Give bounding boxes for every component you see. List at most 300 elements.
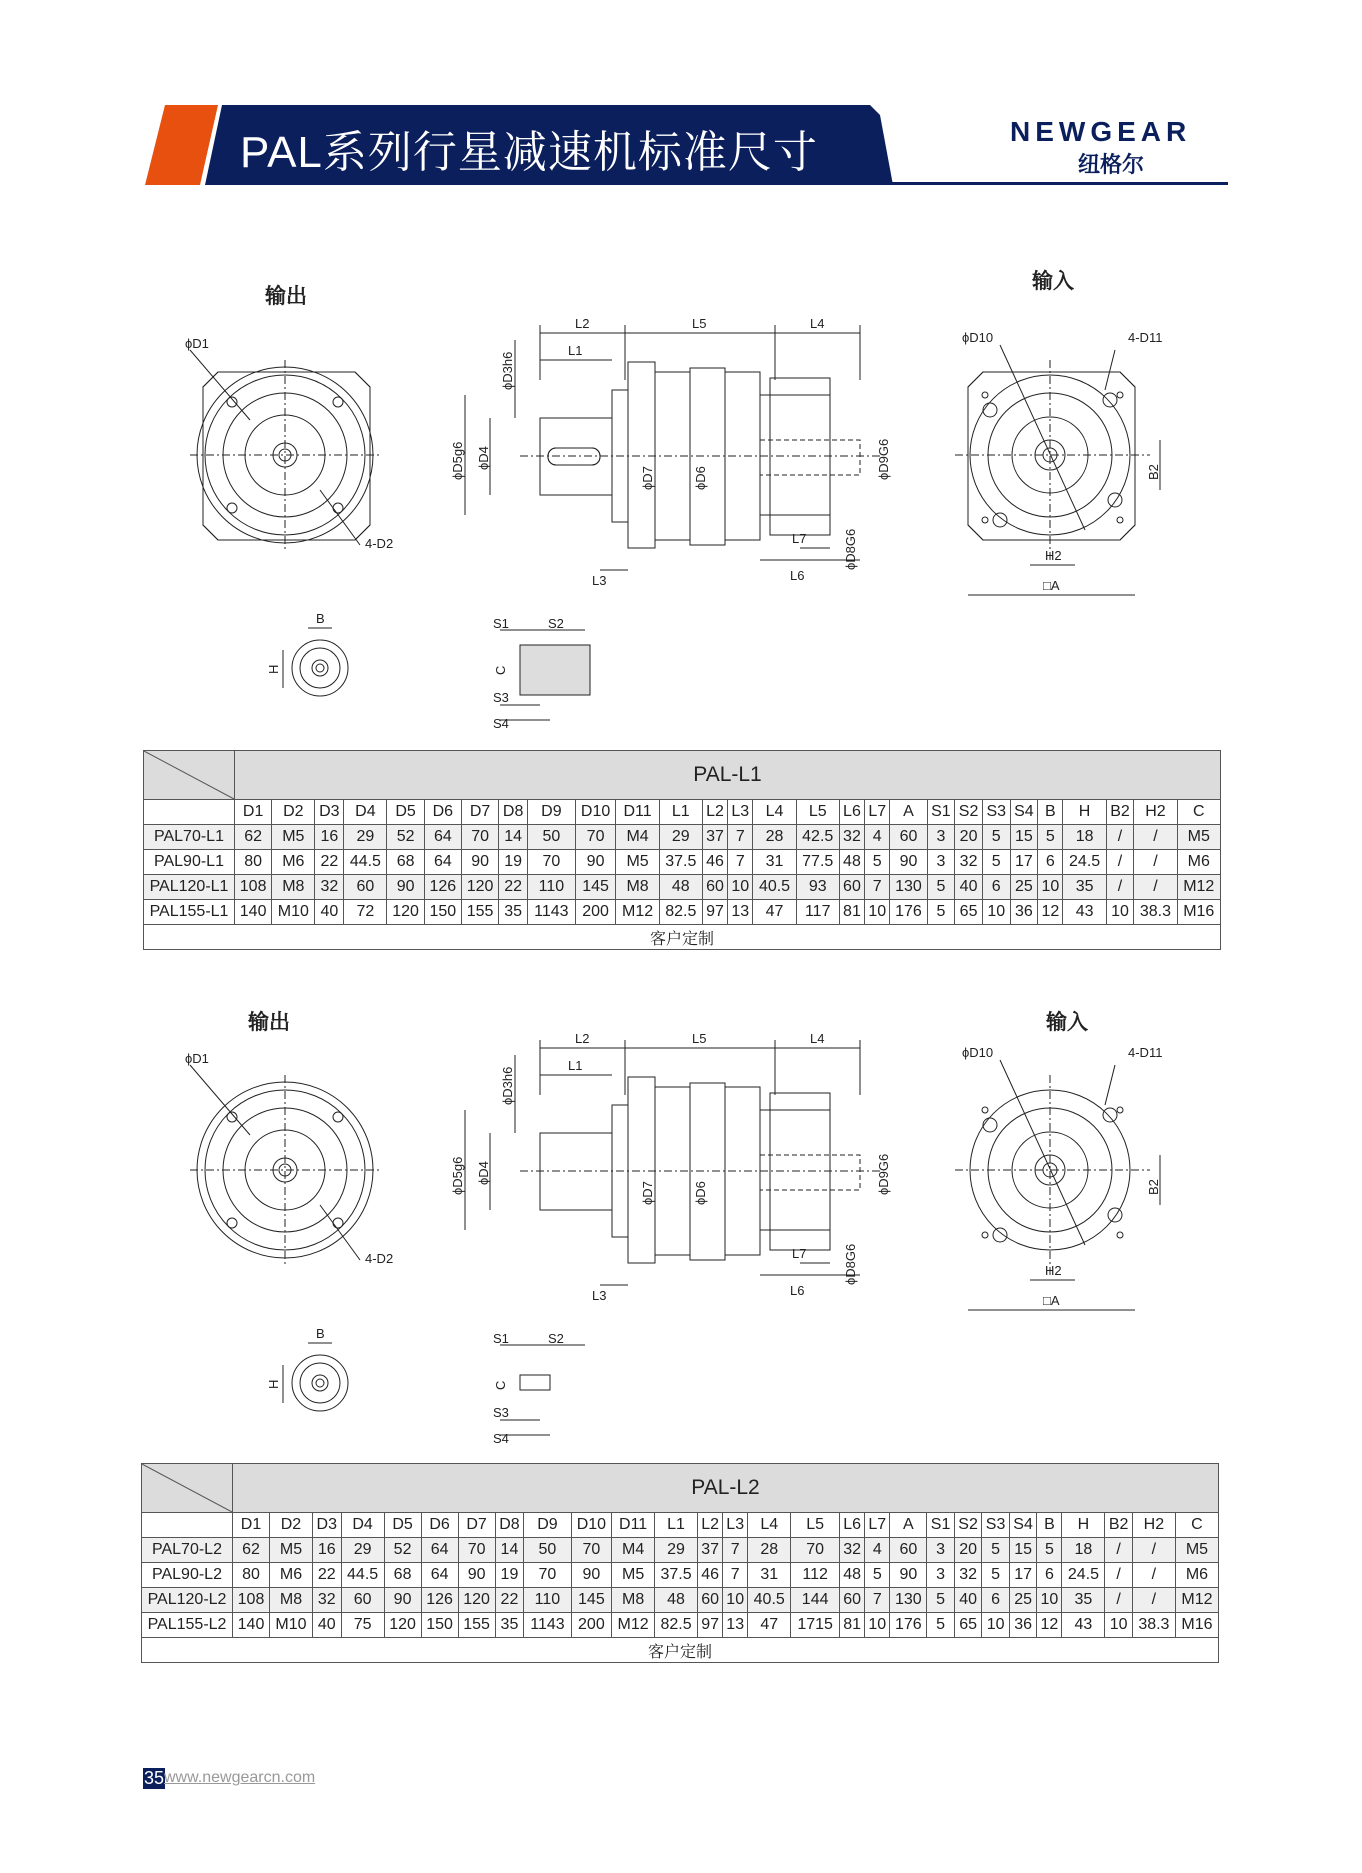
table-cell: 60 xyxy=(839,875,864,900)
table-cell: 7 xyxy=(728,825,753,850)
dim-label-b: B xyxy=(316,1326,325,1341)
table-cell: 14 xyxy=(495,1538,524,1563)
table-cell: 29 xyxy=(344,825,387,850)
brand-logo-text: NEWGEAR xyxy=(1010,116,1192,147)
table-cell: 126 xyxy=(421,1588,458,1613)
table-row xyxy=(142,1563,1219,1588)
table-cell: 97 xyxy=(698,1613,723,1638)
table-cell: 42.5 xyxy=(796,825,839,850)
table-cell: 40 xyxy=(312,1613,341,1638)
dim-label-s1: S1 xyxy=(493,616,509,631)
column-header: L4 xyxy=(748,1513,791,1538)
table-cell: 65 xyxy=(955,900,983,925)
table-cell: 37 xyxy=(698,1538,723,1563)
table-cell: / xyxy=(1132,1563,1175,1588)
table-cell: M4 xyxy=(612,1538,655,1563)
table-cell: 44.5 xyxy=(341,1563,384,1588)
table-cell: 35 xyxy=(499,900,528,925)
table-cell: 47 xyxy=(753,900,796,925)
table-cell: 37 xyxy=(702,825,727,850)
table-cell: 25 xyxy=(1009,1588,1037,1613)
table-cell: 112 xyxy=(791,1563,840,1588)
table-cell: 108 xyxy=(235,875,272,900)
table-cell: 90 xyxy=(575,850,616,875)
table-cell: / xyxy=(1134,825,1177,850)
table-cell: 32 xyxy=(954,1563,982,1588)
table-cell: 5 xyxy=(982,825,1010,850)
column-header: D10 xyxy=(571,1513,612,1538)
table-cell: 37.5 xyxy=(659,850,702,875)
table-cell: 50 xyxy=(528,825,576,850)
table-cell: 48 xyxy=(655,1588,698,1613)
column-header-row xyxy=(142,1513,1219,1538)
table-cell: 48 xyxy=(840,1563,865,1588)
table-cell: 22 xyxy=(499,875,528,900)
spec-table-pal-l1 xyxy=(143,750,1221,950)
dim-label-l1: L1 xyxy=(568,343,583,358)
dim-label-d11: 4-D11 xyxy=(1128,1045,1163,1060)
table-cell: 145 xyxy=(575,875,616,900)
dim-label-l2: L2 xyxy=(575,1031,590,1046)
table-cell: 50 xyxy=(524,1538,571,1563)
table-cell: 10 xyxy=(865,1613,890,1638)
table-cell: 46 xyxy=(702,850,727,875)
column-header-row xyxy=(144,800,1221,825)
table-cell: 117 xyxy=(796,900,839,925)
table-cell: 81 xyxy=(839,900,864,925)
page-title: PAL系列行星减速机标准尺寸 xyxy=(240,128,818,177)
dim-label-d6: ϕD6 xyxy=(693,1181,708,1205)
dim-label-l2: L2 xyxy=(575,316,590,331)
table-cell: M4 xyxy=(616,825,659,850)
table-cell: 70 xyxy=(571,1538,612,1563)
table-cell: 60 xyxy=(698,1588,723,1613)
table-cell: / xyxy=(1106,850,1134,875)
table-cell: 82.5 xyxy=(659,900,702,925)
table-cell: 3 xyxy=(927,850,955,875)
column-header: S3 xyxy=(982,1513,1010,1538)
table-cell: 1143 xyxy=(524,1613,571,1638)
table-cell: 10 xyxy=(1037,1588,1062,1613)
table-cell: / xyxy=(1132,1588,1175,1613)
dim-label-d8: ϕD8G6 xyxy=(843,1243,858,1285)
column-header: C xyxy=(1175,1513,1218,1538)
dim-label-l4: L4 xyxy=(810,1031,825,1046)
dim-label-d9: ϕD9G6 xyxy=(876,1153,891,1195)
table-cell: 4 xyxy=(865,1538,890,1563)
table-cell: 7 xyxy=(723,1563,748,1588)
table-cell: 70 xyxy=(461,825,498,850)
table-cell: 7 xyxy=(865,875,890,900)
table-cell: / xyxy=(1105,1538,1133,1563)
table-cell: 32 xyxy=(955,850,983,875)
dim-label-d8: ϕD8G6 xyxy=(843,528,858,570)
table-cell: 5 xyxy=(927,875,955,900)
table-cell: 12 xyxy=(1037,1613,1062,1638)
table-cell: 126 xyxy=(424,875,461,900)
table-cell: 64 xyxy=(424,825,461,850)
column-header: D2 xyxy=(270,1513,313,1538)
table-cell: 32 xyxy=(315,875,344,900)
table-cell: 7 xyxy=(723,1538,748,1563)
table-cell: 176 xyxy=(890,900,927,925)
table-cell: M5 xyxy=(1177,825,1220,850)
column-header: S2 xyxy=(954,1513,982,1538)
table-cell: 64 xyxy=(421,1538,458,1563)
table-cell: 150 xyxy=(424,900,461,925)
table-cell: M5 xyxy=(616,850,659,875)
table-cell: M10 xyxy=(272,900,315,925)
dim-label-b: B xyxy=(316,611,325,626)
dim-label-c: C xyxy=(493,1380,508,1390)
table-cell: / xyxy=(1105,1588,1133,1613)
table-cell: 10 xyxy=(1038,875,1063,900)
table-cell: 130 xyxy=(890,1588,927,1613)
table-cell: 38.3 xyxy=(1132,1613,1175,1638)
column-header: L6 xyxy=(839,800,864,825)
table-cell: 14 xyxy=(499,825,528,850)
table-cell: 10 xyxy=(1105,1613,1133,1638)
table-cell: 90 xyxy=(461,850,498,875)
dim-label-l7: L7 xyxy=(792,531,807,546)
table-cell: 48 xyxy=(839,850,864,875)
column-header: L7 xyxy=(865,1513,890,1538)
column-header: D6 xyxy=(424,800,461,825)
column-header: D8 xyxy=(499,800,528,825)
table-cell: 150 xyxy=(421,1613,458,1638)
table-cell: 1715 xyxy=(791,1613,840,1638)
table-cell: 10 xyxy=(728,875,753,900)
dim-label-b2: B2 xyxy=(1146,1179,1161,1195)
table-cell: 35 xyxy=(1062,1588,1105,1613)
table-title: PAL-L1 xyxy=(235,751,1221,800)
dim-label-l4: L4 xyxy=(810,316,825,331)
dim-label-d11: 4-D11 xyxy=(1128,330,1163,345)
dim-label-d6: ϕD6 xyxy=(693,466,708,490)
column-header: L1 xyxy=(659,800,702,825)
table-cell: 15 xyxy=(1009,1538,1037,1563)
dim-label-d7: ϕD7 xyxy=(640,466,655,490)
table-cell: 6 xyxy=(982,875,1010,900)
table-cell: 35 xyxy=(1063,875,1106,900)
column-header: D10 xyxy=(575,800,616,825)
table-cell: 81 xyxy=(840,1613,865,1638)
table-cell: / xyxy=(1106,825,1134,850)
dim-label-d9: ϕD9G6 xyxy=(876,438,891,480)
column-header: D11 xyxy=(616,800,659,825)
column-header: D1 xyxy=(233,1513,270,1538)
table-cell: 12 xyxy=(1038,900,1063,925)
column-header: A xyxy=(890,800,927,825)
dim-label-b2: B2 xyxy=(1146,464,1161,480)
table-cell: 16 xyxy=(312,1538,341,1563)
column-header: L3 xyxy=(723,1513,748,1538)
table-cell: 10 xyxy=(723,1588,748,1613)
column-header: D7 xyxy=(458,1513,495,1538)
column-header: L2 xyxy=(702,800,727,825)
table-cell: 10 xyxy=(1106,900,1134,925)
dim-label-d1: ϕD1 xyxy=(185,336,209,351)
table-cell: M8 xyxy=(612,1588,655,1613)
table-cell: 64 xyxy=(421,1563,458,1588)
table-cell: PAL120-L1 xyxy=(144,875,235,900)
column-header: L1 xyxy=(655,1513,698,1538)
table-cell: 3 xyxy=(927,1563,955,1588)
table-cell: 120 xyxy=(384,1613,421,1638)
website-link[interactable]: www.newgearcn.com xyxy=(164,1769,316,1786)
column-header: B2 xyxy=(1106,800,1134,825)
table-cell: 22 xyxy=(315,850,344,875)
page-number: 35 xyxy=(144,1768,165,1788)
table-cell: 18 xyxy=(1062,1538,1105,1563)
dim-label-h: H xyxy=(266,664,281,674)
table-cell: 17 xyxy=(1010,850,1038,875)
table-cell: M16 xyxy=(1177,900,1220,925)
table-cell: M10 xyxy=(270,1613,313,1638)
table-cell: 28 xyxy=(753,825,796,850)
table-cell: 5 xyxy=(982,1563,1010,1588)
table-cell: 90 xyxy=(890,850,927,875)
input-label-2: 输入 xyxy=(1046,1011,1088,1034)
dim-label-l7: L7 xyxy=(792,1246,807,1261)
table-cell: 120 xyxy=(461,875,498,900)
column-header: L7 xyxy=(865,800,890,825)
table-cell: 29 xyxy=(659,825,702,850)
dim-label-d2: 4-D2 xyxy=(365,1251,394,1266)
table-cell: 93 xyxy=(796,875,839,900)
table-row xyxy=(142,1613,1219,1638)
column-header: S3 xyxy=(982,800,1010,825)
dim-label-d10: ϕD10 xyxy=(962,1045,994,1060)
table-cell: PAL155-L1 xyxy=(144,900,235,925)
table-cell: 200 xyxy=(571,1613,612,1638)
dim-label-l5: L5 xyxy=(692,316,707,331)
table-cell: 31 xyxy=(753,850,796,875)
table-cell: 46 xyxy=(698,1563,723,1588)
table-cell: 60 xyxy=(840,1588,865,1613)
table-cell: 40.5 xyxy=(748,1588,791,1613)
table-cell: 32 xyxy=(840,1538,865,1563)
table-cell: 18 xyxy=(1063,825,1106,850)
table-cell: 36 xyxy=(1009,1613,1037,1638)
table-cell: 90 xyxy=(387,875,424,900)
column-header: D9 xyxy=(528,800,576,825)
dim-label-l6: L6 xyxy=(790,568,805,583)
table-cell: 52 xyxy=(387,825,424,850)
column-header: D3 xyxy=(315,800,344,825)
table-cell: 29 xyxy=(341,1538,384,1563)
table-cell: 40 xyxy=(315,900,344,925)
table-cell: M8 xyxy=(270,1588,313,1613)
table-cell: 200 xyxy=(575,900,616,925)
table-cell: M8 xyxy=(616,875,659,900)
table-cell: 48 xyxy=(659,875,702,900)
table-cell: 70 xyxy=(524,1563,571,1588)
column-header: L2 xyxy=(698,1513,723,1538)
corner-cell xyxy=(142,1464,233,1513)
table-cell: 32 xyxy=(839,825,864,850)
table-cell: 77.5 xyxy=(796,850,839,875)
column-header: D4 xyxy=(344,800,387,825)
table-title: PAL-L2 xyxy=(233,1464,1219,1513)
table-cell: 52 xyxy=(384,1538,421,1563)
table-row xyxy=(144,850,1221,875)
table-cell: 64 xyxy=(424,850,461,875)
column-header: D5 xyxy=(387,800,424,825)
key-shaft-end-view xyxy=(266,611,348,696)
table-cell: 5 xyxy=(927,1613,955,1638)
table-cell: 44.5 xyxy=(344,850,387,875)
table-cell: 5 xyxy=(1037,1538,1062,1563)
table-cell: 155 xyxy=(461,900,498,925)
dim-label-s3: S3 xyxy=(493,690,509,705)
table-cell: 24.5 xyxy=(1062,1563,1105,1588)
table-cell: 68 xyxy=(384,1563,421,1588)
table-cell: PAL90-L2 xyxy=(142,1563,233,1588)
dim-label-l3: L3 xyxy=(592,1288,607,1303)
brand-logo-chinese: 纽格尔 xyxy=(1078,152,1145,177)
column-header: C xyxy=(1177,800,1220,825)
dim-label-d4: ϕD4 xyxy=(476,446,491,470)
output-label-2: 输出 xyxy=(248,1011,290,1034)
table-cell: 5 xyxy=(982,850,1010,875)
column-header: D11 xyxy=(612,1513,655,1538)
table-cell: 38.3 xyxy=(1134,900,1177,925)
table-cell: 40 xyxy=(955,875,983,900)
table-cell: PAL90-L1 xyxy=(144,850,235,875)
table-cell: 19 xyxy=(495,1563,524,1588)
table-cell: 145 xyxy=(571,1588,612,1613)
table-cell: M6 xyxy=(1177,850,1220,875)
table-cell: 31 xyxy=(748,1563,791,1588)
table-cell: 4 xyxy=(865,825,890,850)
column-header: L3 xyxy=(728,800,753,825)
table-cell: M12 xyxy=(616,900,659,925)
table-cell: 40 xyxy=(954,1588,982,1613)
table-cell: M5 xyxy=(612,1563,655,1588)
column-header: H2 xyxy=(1134,800,1177,825)
column-header: H2 xyxy=(1132,1513,1175,1538)
table-cell: 3 xyxy=(927,825,955,850)
table-cell: M5 xyxy=(272,825,315,850)
column-header: D7 xyxy=(461,800,498,825)
table-cell: 130 xyxy=(890,875,927,900)
table-cell: 80 xyxy=(235,850,272,875)
table-cell: 140 xyxy=(233,1613,270,1638)
table-cell: / xyxy=(1132,1538,1175,1563)
dim-label-s3: S3 xyxy=(493,1405,509,1420)
table-cell: 29 xyxy=(655,1538,698,1563)
table-row xyxy=(142,1588,1219,1613)
table-cell: 43 xyxy=(1062,1613,1105,1638)
table-footer: 客户定制 xyxy=(144,925,1221,950)
column-header: B2 xyxy=(1105,1513,1133,1538)
table-cell: 62 xyxy=(235,825,272,850)
column-header: D6 xyxy=(421,1513,458,1538)
spec-table-pal-l2 xyxy=(141,1463,1219,1663)
table-cell: 65 xyxy=(954,1613,982,1638)
table-cell: 60 xyxy=(341,1588,384,1613)
table-cell: PAL120-L2 xyxy=(142,1588,233,1613)
table-cell: 60 xyxy=(344,875,387,900)
table-cell: 70 xyxy=(575,825,616,850)
table-cell: 72 xyxy=(344,900,387,925)
dim-label-l3: L3 xyxy=(592,573,607,588)
table-cell: 60 xyxy=(890,1538,927,1563)
table-cell: 20 xyxy=(954,1538,982,1563)
input-flange-view xyxy=(955,330,1162,595)
dim-label-s1: S1 xyxy=(493,1331,509,1346)
drawing-set-pal-l1 xyxy=(185,316,1162,731)
dim-label-s4: S4 xyxy=(493,716,509,731)
table-cell: 82.5 xyxy=(655,1613,698,1638)
output-label-1: 输出 xyxy=(265,285,307,308)
column-header: D9 xyxy=(524,1513,571,1538)
table-cell: M16 xyxy=(1175,1613,1218,1638)
table-cell: 5 xyxy=(865,850,890,875)
table-cell: M5 xyxy=(1175,1538,1218,1563)
table-cell: M6 xyxy=(1175,1563,1218,1588)
table-cell: 5 xyxy=(927,1588,955,1613)
dim-label-s4: S4 xyxy=(493,1431,509,1446)
table-cell: 35 xyxy=(495,1613,524,1638)
table-cell: 6 xyxy=(1038,850,1063,875)
table-cell: 90 xyxy=(571,1563,612,1588)
dim-label-s2: S2 xyxy=(548,616,564,631)
table-cell: 144 xyxy=(791,1588,840,1613)
table-cell: 70 xyxy=(458,1538,495,1563)
table-cell: PAL70-L2 xyxy=(142,1538,233,1563)
table-cell: 90 xyxy=(384,1588,421,1613)
dim-label-l1: L1 xyxy=(568,1058,583,1073)
table-cell: 7 xyxy=(728,850,753,875)
table-cell: 1143 xyxy=(528,900,576,925)
table-cell: 10 xyxy=(982,1613,1010,1638)
table-cell: 22 xyxy=(495,1588,524,1613)
table-cell: 17 xyxy=(1009,1563,1037,1588)
table-cell: M12 xyxy=(1177,875,1220,900)
table-cell: 68 xyxy=(387,850,424,875)
table-cell: 140 xyxy=(235,900,272,925)
table-row xyxy=(144,825,1221,850)
table-cell: 24.5 xyxy=(1063,850,1106,875)
column-header: D5 xyxy=(384,1513,421,1538)
table-cell: 3 xyxy=(927,1538,955,1563)
table-cell: 25 xyxy=(1010,875,1038,900)
table-cell: 15 xyxy=(1010,825,1038,850)
table-cell: 5 xyxy=(982,1538,1010,1563)
table-cell: M5 xyxy=(270,1538,313,1563)
table-cell: 19 xyxy=(499,850,528,875)
dim-label-c: C xyxy=(493,665,508,675)
table-cell: 110 xyxy=(528,875,576,900)
dim-label-l6: L6 xyxy=(790,1283,805,1298)
table-cell: 13 xyxy=(728,900,753,925)
dim-label-d5: ϕD5g6 xyxy=(450,1156,465,1195)
table-cell: PAL70-L1 xyxy=(144,825,235,850)
table-cell: M8 xyxy=(272,875,315,900)
table-cell: 70 xyxy=(791,1538,840,1563)
column-header: S1 xyxy=(927,1513,955,1538)
table-cell: 97 xyxy=(702,900,727,925)
column-header: H xyxy=(1062,1513,1105,1538)
column-header: A xyxy=(890,1513,927,1538)
table-cell: 5 xyxy=(1038,825,1063,850)
table-cell: 155 xyxy=(458,1613,495,1638)
table-footer: 客户定制 xyxy=(142,1638,1219,1663)
table-cell: 6 xyxy=(1037,1563,1062,1588)
dim-label-d4: ϕD4 xyxy=(476,1161,491,1185)
